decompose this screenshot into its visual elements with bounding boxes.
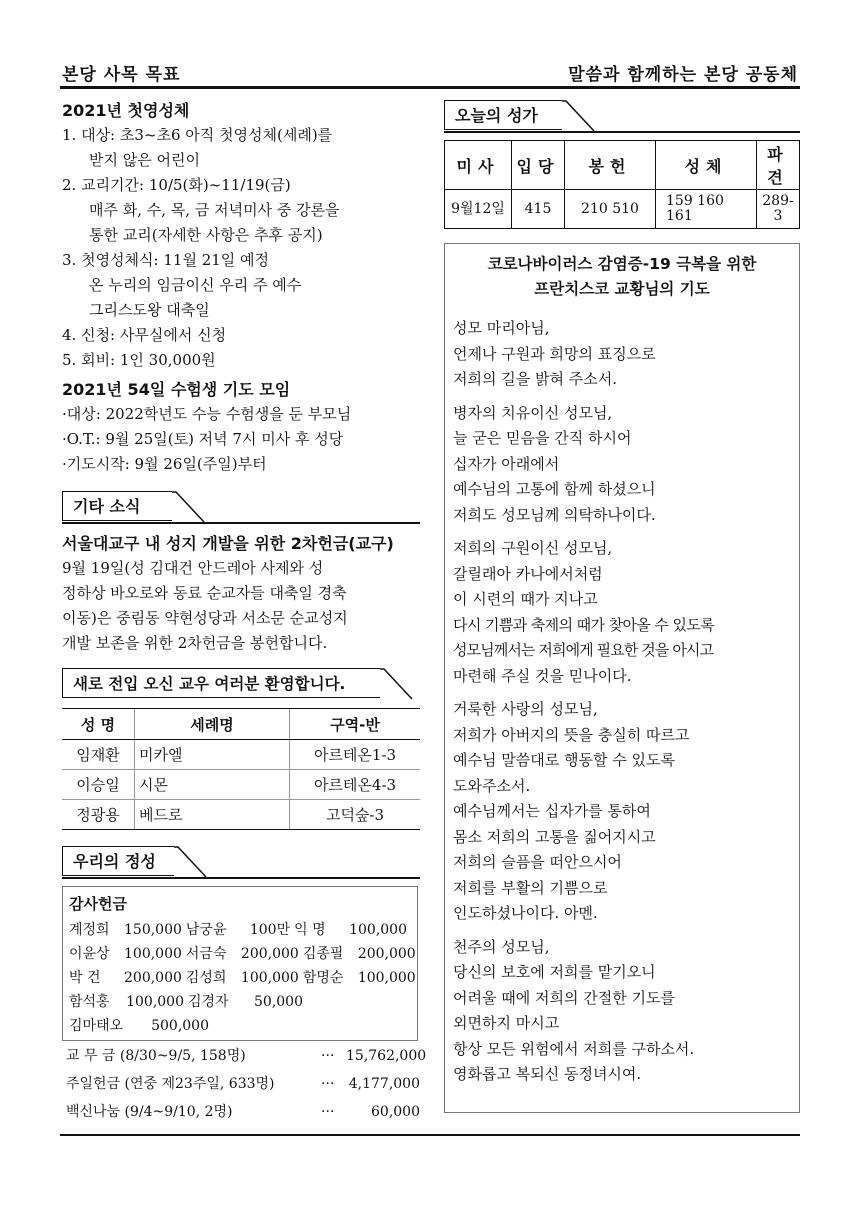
other-news-line-1: 9월 19일(성 김대건 안드레아 사제와 성 (62, 559, 324, 577)
prayer-line: 성모 마리아님, (453, 319, 550, 337)
table-header-row (445, 141, 800, 190)
tab-slant-shape (172, 491, 206, 524)
donor-amount: 500,000 (151, 1018, 209, 1034)
other-news-line-4: 개발 보존을 위한 2차헌금을 봉헌합니다. (62, 634, 328, 652)
donor-name: 함명순 (302, 970, 344, 986)
prayer-line: 늘 굳은 믿음을 간직 하시어 (453, 429, 632, 447)
other-news-title: 서울대교구 내 성지 개발을 위한 2차헌금(교구) (62, 534, 394, 553)
prayer-line: 이 시련의 때가 지나고 (453, 590, 598, 608)
fc-item-1-line-2: 받지 않은 어린이 (89, 151, 200, 169)
header-left-title: 본당 사목 목표 (62, 65, 181, 85)
prayer-line: 갈릴래아 카나에서처럼 (453, 564, 603, 583)
donor-amount: 50,000 (254, 994, 303, 1010)
donor-name: 김마태오 (69, 1018, 124, 1034)
prayer-line: 성모님께서는 저희에게 필요한 것을 아시고 (453, 641, 714, 659)
donor-name: 이윤상 (69, 946, 110, 962)
offering-total-row (66, 1071, 420, 1097)
prayer-line: 저희의 구원이신 성모님, (453, 539, 613, 557)
total-amount: 60,000 (371, 1104, 420, 1120)
offering-tab (62, 846, 420, 880)
prayer-line: 저희를 부활의 기쁨으로 (453, 878, 608, 897)
welcome-tab (62, 668, 420, 702)
member-district: 고덕숲-3 (290, 800, 421, 830)
table-row (62, 800, 420, 830)
prayer-line: 마련해 주실 것을 믿나이다. (453, 666, 632, 685)
member-name: 정광용 (62, 800, 135, 830)
hymns-tab (444, 100, 800, 134)
col-header-baptismal-name: 세례명 (135, 709, 290, 740)
offering-row (69, 990, 411, 1014)
donor-amount: 100,000 (124, 946, 182, 962)
col-header-mass: 미사 (445, 141, 512, 190)
fc-item-1-line-1: 1. 대상: 초3~초6 아직 첫영성체(세례)를 (62, 126, 333, 144)
prayer-line: 천주의 성모님, (453, 937, 550, 956)
exam-prayer-line-1: ·대상: 2022학년도 수능 수험생을 둔 부모님 (62, 405, 352, 423)
hymn-offertory: 210 510 (565, 190, 656, 229)
donor-name: 박 건 (69, 970, 101, 986)
left-column (62, 96, 427, 1125)
hymns-tab-label: 오늘의 성가 (444, 100, 562, 130)
prayer-line: 몸소 저희의 고통을 짊어지시고 (453, 827, 656, 846)
col-header-entrance: 입당 (512, 141, 565, 190)
donor-amount: 150,000 (124, 922, 182, 938)
offering-tab-label: 우리의 정성 (62, 846, 174, 876)
hymn-dismissal: 289-3 (757, 190, 800, 229)
member-district: 아르테온1-3 (290, 740, 421, 770)
prayer-line: 예수님의 고통에 함께 하셨으니 (453, 480, 656, 498)
fc-item-2-line-3: 통한 교리(자세한 사항은 추후 공지) (89, 226, 323, 244)
prayer-line: 당신의 보호에 저희를 맡기오니 (453, 963, 656, 981)
donor-name: 김종필 (302, 946, 344, 962)
offering-total-row (66, 1043, 427, 1069)
prayer-line: 다시 기쁨과 축제의 때가 찾아올 수 있도록 (453, 615, 715, 634)
prayer-line: 저희도 성모님께 의탁하나이다. (453, 505, 656, 524)
header-right-title: 말씀과 함께하는 본당 공동체 (568, 65, 798, 85)
member-baptismal-name: 시몬 (135, 770, 290, 800)
hymn-communion: 159 160 161 (656, 190, 757, 229)
hymn-entrance: 415 (512, 190, 565, 229)
total-dots: ··· (321, 1076, 335, 1092)
donor-name: 남궁윤 (185, 922, 227, 938)
prayer-line: 외면하지 마시고 (453, 1014, 560, 1032)
tab-underline (444, 131, 800, 133)
donor-amount: 100,000 (240, 970, 299, 986)
other-news-body (62, 556, 420, 656)
prayer-line: 저희의 슬픔을 떠안으시어 (453, 853, 622, 871)
prayer-line: 저희의 길을 밝혀 주소서. (453, 370, 617, 388)
total-dots: ··· (321, 1104, 335, 1120)
hymn-date: 9월12일 (445, 190, 512, 229)
first-communion-title: 2021년 첫영성체 (62, 101, 190, 120)
col-header-name: 성 명 (62, 709, 135, 740)
prayer-line: 예수님 말씀대로 행동할 수 있도록 (453, 751, 675, 769)
offering-row (69, 942, 416, 966)
thanksgiving-offering-box (62, 886, 418, 1041)
table-row (62, 740, 420, 770)
hymns-table (444, 140, 800, 229)
prayer-stanza (453, 935, 799, 1088)
fc-item-3-line-3: 그리스도왕 대축일 (89, 301, 210, 319)
col-header-district: 구역-반 (290, 709, 421, 740)
donor-name: 함석홍 (69, 994, 110, 1010)
tab-underline (62, 877, 420, 879)
donor-amount: 200,000 (357, 946, 416, 962)
donor-name: 김경자 (188, 994, 229, 1010)
offering-totals (62, 1043, 427, 1125)
prayer-stanza (453, 401, 799, 529)
table-row (62, 770, 420, 800)
donor-amount: 100,000 (349, 922, 407, 938)
prayer-stanza (453, 536, 799, 689)
fc-item-2-line-1: 2. 교리기간: 10/5(화)~11/19(금) (62, 176, 291, 194)
other-news-line-3: 이동)은 중림동 약현성당과 서소문 순교성지 (62, 609, 348, 627)
offering-row (69, 918, 411, 942)
fc-item-3-line-1: 3. 첫영성체식: 11월 21일 예정 (62, 251, 270, 269)
donor-amount: 200,000 (124, 970, 182, 986)
prayer-title-line-2: 프란치스코 교황님의 기도 (534, 280, 710, 298)
footer-rule (60, 1134, 800, 1136)
header-rule (60, 86, 800, 89)
tab-slant-shape (174, 846, 208, 879)
fc-item-3-line-2: 온 누리의 임금이신 우리 주 예수 (89, 276, 302, 294)
offering-row (69, 966, 416, 990)
member-baptismal-name: 미카엘 (135, 740, 290, 770)
col-header-offertory: 봉헌 (565, 141, 656, 190)
offering-row (69, 1014, 411, 1038)
prayer-line: 예수님께서는 십자가를 통하여 (453, 802, 651, 820)
exam-prayer-line-2: ·O.T.: 9월 25일(토) 저녁 7시 미사 후 성당 (62, 430, 344, 448)
prayer-line: 거룩한 사랑의 성모님, (453, 700, 598, 718)
table-row (445, 190, 800, 229)
exam-prayer-line-3: ·기도시작: 9월 26일(주일)부터 (62, 455, 267, 473)
member-name: 임재환 (62, 740, 135, 770)
prayer-box (444, 243, 800, 1113)
prayer-line: 항상 모든 위험에서 저희를 구하소서. (453, 1039, 695, 1058)
prayer-title (453, 252, 799, 302)
donor-name: 김성희 (185, 970, 227, 986)
exam-prayer-title: 2021년 54일 수험생 기도 모임 (62, 380, 291, 399)
donor-amount: 200,000 (240, 946, 299, 962)
donor-name: 계정희 (69, 922, 110, 938)
prayer-line: 십자가 아래에서 (453, 454, 560, 473)
donor-name: 서금숙 (185, 946, 227, 962)
tab-underline (62, 522, 420, 524)
member-district: 아르테온4-3 (290, 770, 421, 800)
prayer-line: 저희가 아버지의 뜻을 충실히 따르고 (453, 725, 690, 744)
total-label: 교 무 금 (8/30~9/5, 158명) (66, 1048, 246, 1064)
prayer-title-line-1: 코로나바이러스 감염증-19 극복을 위한 (487, 255, 757, 273)
fc-item-2-line-2: 매주 화, 수, 목, 금 저녁미사 중 강론을 (89, 201, 340, 219)
new-members-table (62, 708, 420, 830)
prayer-stanza (453, 697, 799, 927)
other-news-tab (62, 491, 420, 525)
donor-amount: 100,000 (126, 994, 184, 1010)
col-header-communion: 성체 (656, 141, 757, 190)
member-name: 이승일 (62, 770, 135, 800)
fc-item-5: 5. 회비: 1인 30,000원 (62, 351, 216, 369)
prayer-line: 인도하셨나이다. 아멘. (453, 904, 598, 922)
fc-item-4: 4. 신청: 사무실에서 신청 (62, 326, 227, 344)
total-label: 백신나눔 (9/4~9/10, 2명) (66, 1104, 233, 1120)
tab-slant-shape (562, 100, 596, 133)
total-amount: 4,177,000 (348, 1076, 420, 1092)
prayer-stanza (453, 316, 799, 393)
prayer-line: 영화롭고 복되신 동정녀시여. (453, 1065, 642, 1083)
other-news-tab-label: 기타 소식 (62, 491, 172, 521)
prayer-line: 어려울 때에 저희의 간절한 기도를 (453, 988, 675, 1007)
thanksgiving-offering-title: 감사헌금 (69, 895, 127, 913)
other-news-line-2: 정하상 바오로와 동료 순교자들 대축일 경축 (62, 584, 347, 602)
total-amount: 15,762,000 (346, 1048, 427, 1064)
tab-slant-shape (380, 668, 414, 701)
donor-name: 익 명 (294, 922, 326, 938)
donor-amount: 100,000 (357, 970, 416, 986)
prayer-line: 언제나 구원과 희망의 표징으로 (453, 344, 656, 363)
prayer-line: 도와주소서. (453, 776, 531, 795)
total-label: 주일헌금 (연중 제23주일, 633명) (66, 1076, 275, 1092)
right-column (444, 100, 800, 1113)
total-dots: ··· (321, 1048, 335, 1064)
offering-total-row (66, 1099, 420, 1125)
donor-amount: 100만 (249, 922, 291, 938)
welcome-tab-label: 새로 전입 오신 교우 여러분 환영합니다. (62, 668, 380, 698)
table-header-row (62, 709, 420, 740)
first-communion-list (62, 123, 420, 373)
member-baptismal-name: 베드로 (135, 800, 290, 830)
prayer-line: 병자의 치유이신 성모님, (453, 403, 613, 422)
col-header-dismissal: 파견 (757, 141, 800, 190)
